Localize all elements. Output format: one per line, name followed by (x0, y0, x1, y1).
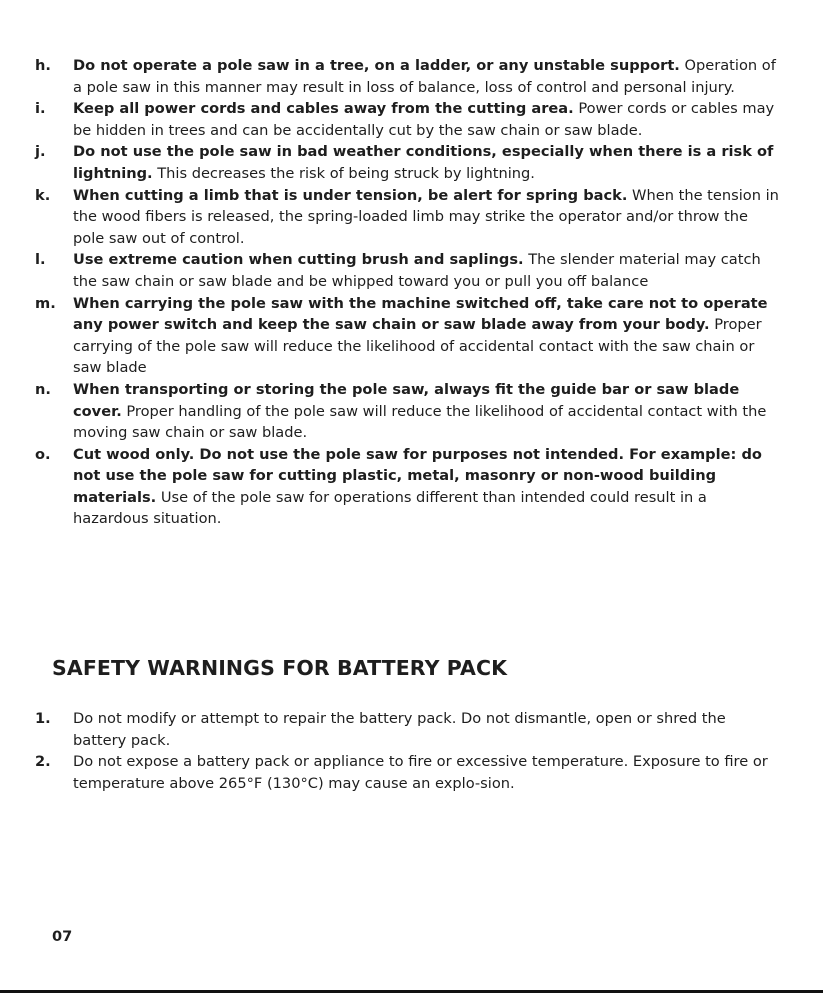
rule-body: Operation of a pole saw in this manner may result in loss of balance, loss of control and personal injury. (73, 57, 776, 96)
rule-text (73, 444, 780, 530)
rule-text (73, 249, 780, 292)
safety-rule-l (35, 249, 780, 292)
rule-text (73, 379, 780, 444)
rule-marker: j. (35, 143, 46, 161)
rule-marker: m. (35, 294, 56, 312)
rule-text (73, 185, 780, 250)
rule-marker: n. (35, 380, 51, 398)
rule-body: Power cords or cables may be hidden in trees and can be accidentally cut by the saw chain or saw blade. (73, 100, 775, 139)
rule-body: When the tension in the wood fibers is released, the spring-loaded limb may strike the operator and/or throw the pole saw out of control. (73, 186, 779, 247)
safety-rule-k (35, 185, 780, 250)
rule-body: The slender material may catch the saw chain or saw blade and be whipped toward you or pull you off balance (73, 251, 761, 290)
rule-lead: Do not operate a pole saw in a tree, on a ladder, or any unstable support. (73, 57, 680, 74)
rule-body: This decreases the risk of being struck by lightning. (157, 164, 535, 182)
rule-text (73, 141, 780, 184)
rule-text (73, 55, 780, 98)
safety-rule-o (35, 444, 780, 530)
rule-marker: l. (35, 251, 46, 269)
warning-text: Do not modify or attempt to repair the battery pack. Do not dismantle, open or shred the battery pack. (73, 710, 726, 749)
rule-body: Proper handling of the pole saw will reduce the likelihood of accidental contact with the moving saw chain or saw blade. (73, 402, 767, 442)
rule-text (73, 98, 780, 141)
warning-text: Do not expose a battery pack or appliance to fire or excessive temperature. Exposure to fire or temperature above 265°F (130°C) may cause an explo-sion. (73, 753, 768, 792)
rule-body: Proper carrying of the pole saw will reduce the likelihood of accidental contact with the saw chain or saw blade (73, 316, 762, 377)
rule-body: Use of the pole saw for operations different than intended could result in a hazardous situation. (73, 488, 707, 528)
pole-saw-safety-rules-list (35, 55, 780, 530)
safety-rule-j (35, 141, 780, 184)
battery-warning-1 (35, 708, 780, 751)
rule-lead: When transporting or storing the pole saw, always fit the guide bar or saw blade cover. (73, 380, 740, 420)
rule-marker: k. (35, 186, 51, 204)
rule-marker: o. (35, 445, 51, 463)
warning-marker: 1. (35, 710, 51, 727)
rule-lead: Keep all power cords and cables away from the cutting area. (73, 100, 574, 118)
rule-marker: i. (35, 100, 46, 118)
warning-marker: 2. (35, 753, 51, 771)
battery-section-heading: SAFETY WARNINGS FOR BATTERY PACK (52, 656, 508, 680)
rule-marker: h. (35, 57, 51, 74)
safety-rule-m (35, 293, 780, 379)
safety-rule-h (35, 55, 780, 98)
rule-lead: Use extreme caution when cutting brush and saplings. (73, 251, 524, 269)
rule-lead: When carrying the pole saw with the machine switched off, take care not to operate any power switch and keep the saw chain or saw blade away from your body. (73, 294, 768, 334)
page-number: 07 (52, 928, 73, 945)
rule-text (73, 293, 780, 379)
safety-rule-n (35, 379, 780, 444)
rule-lead: Do not use the pole saw in bad weather conditions, especially when there is a risk of lightning. (73, 143, 774, 182)
battery-warning-2 (35, 751, 780, 794)
rule-lead: Cut wood only. Do not use the pole saw for purposes not intended. For example: do not use the pole saw for cutting plastic, metal, masonry or non-wood building materials. (73, 445, 762, 506)
battery-warnings-list (35, 708, 780, 794)
rule-lead: When cutting a limb that is under tension, be alert for spring back. (73, 186, 628, 204)
safety-rule-i (35, 98, 780, 141)
